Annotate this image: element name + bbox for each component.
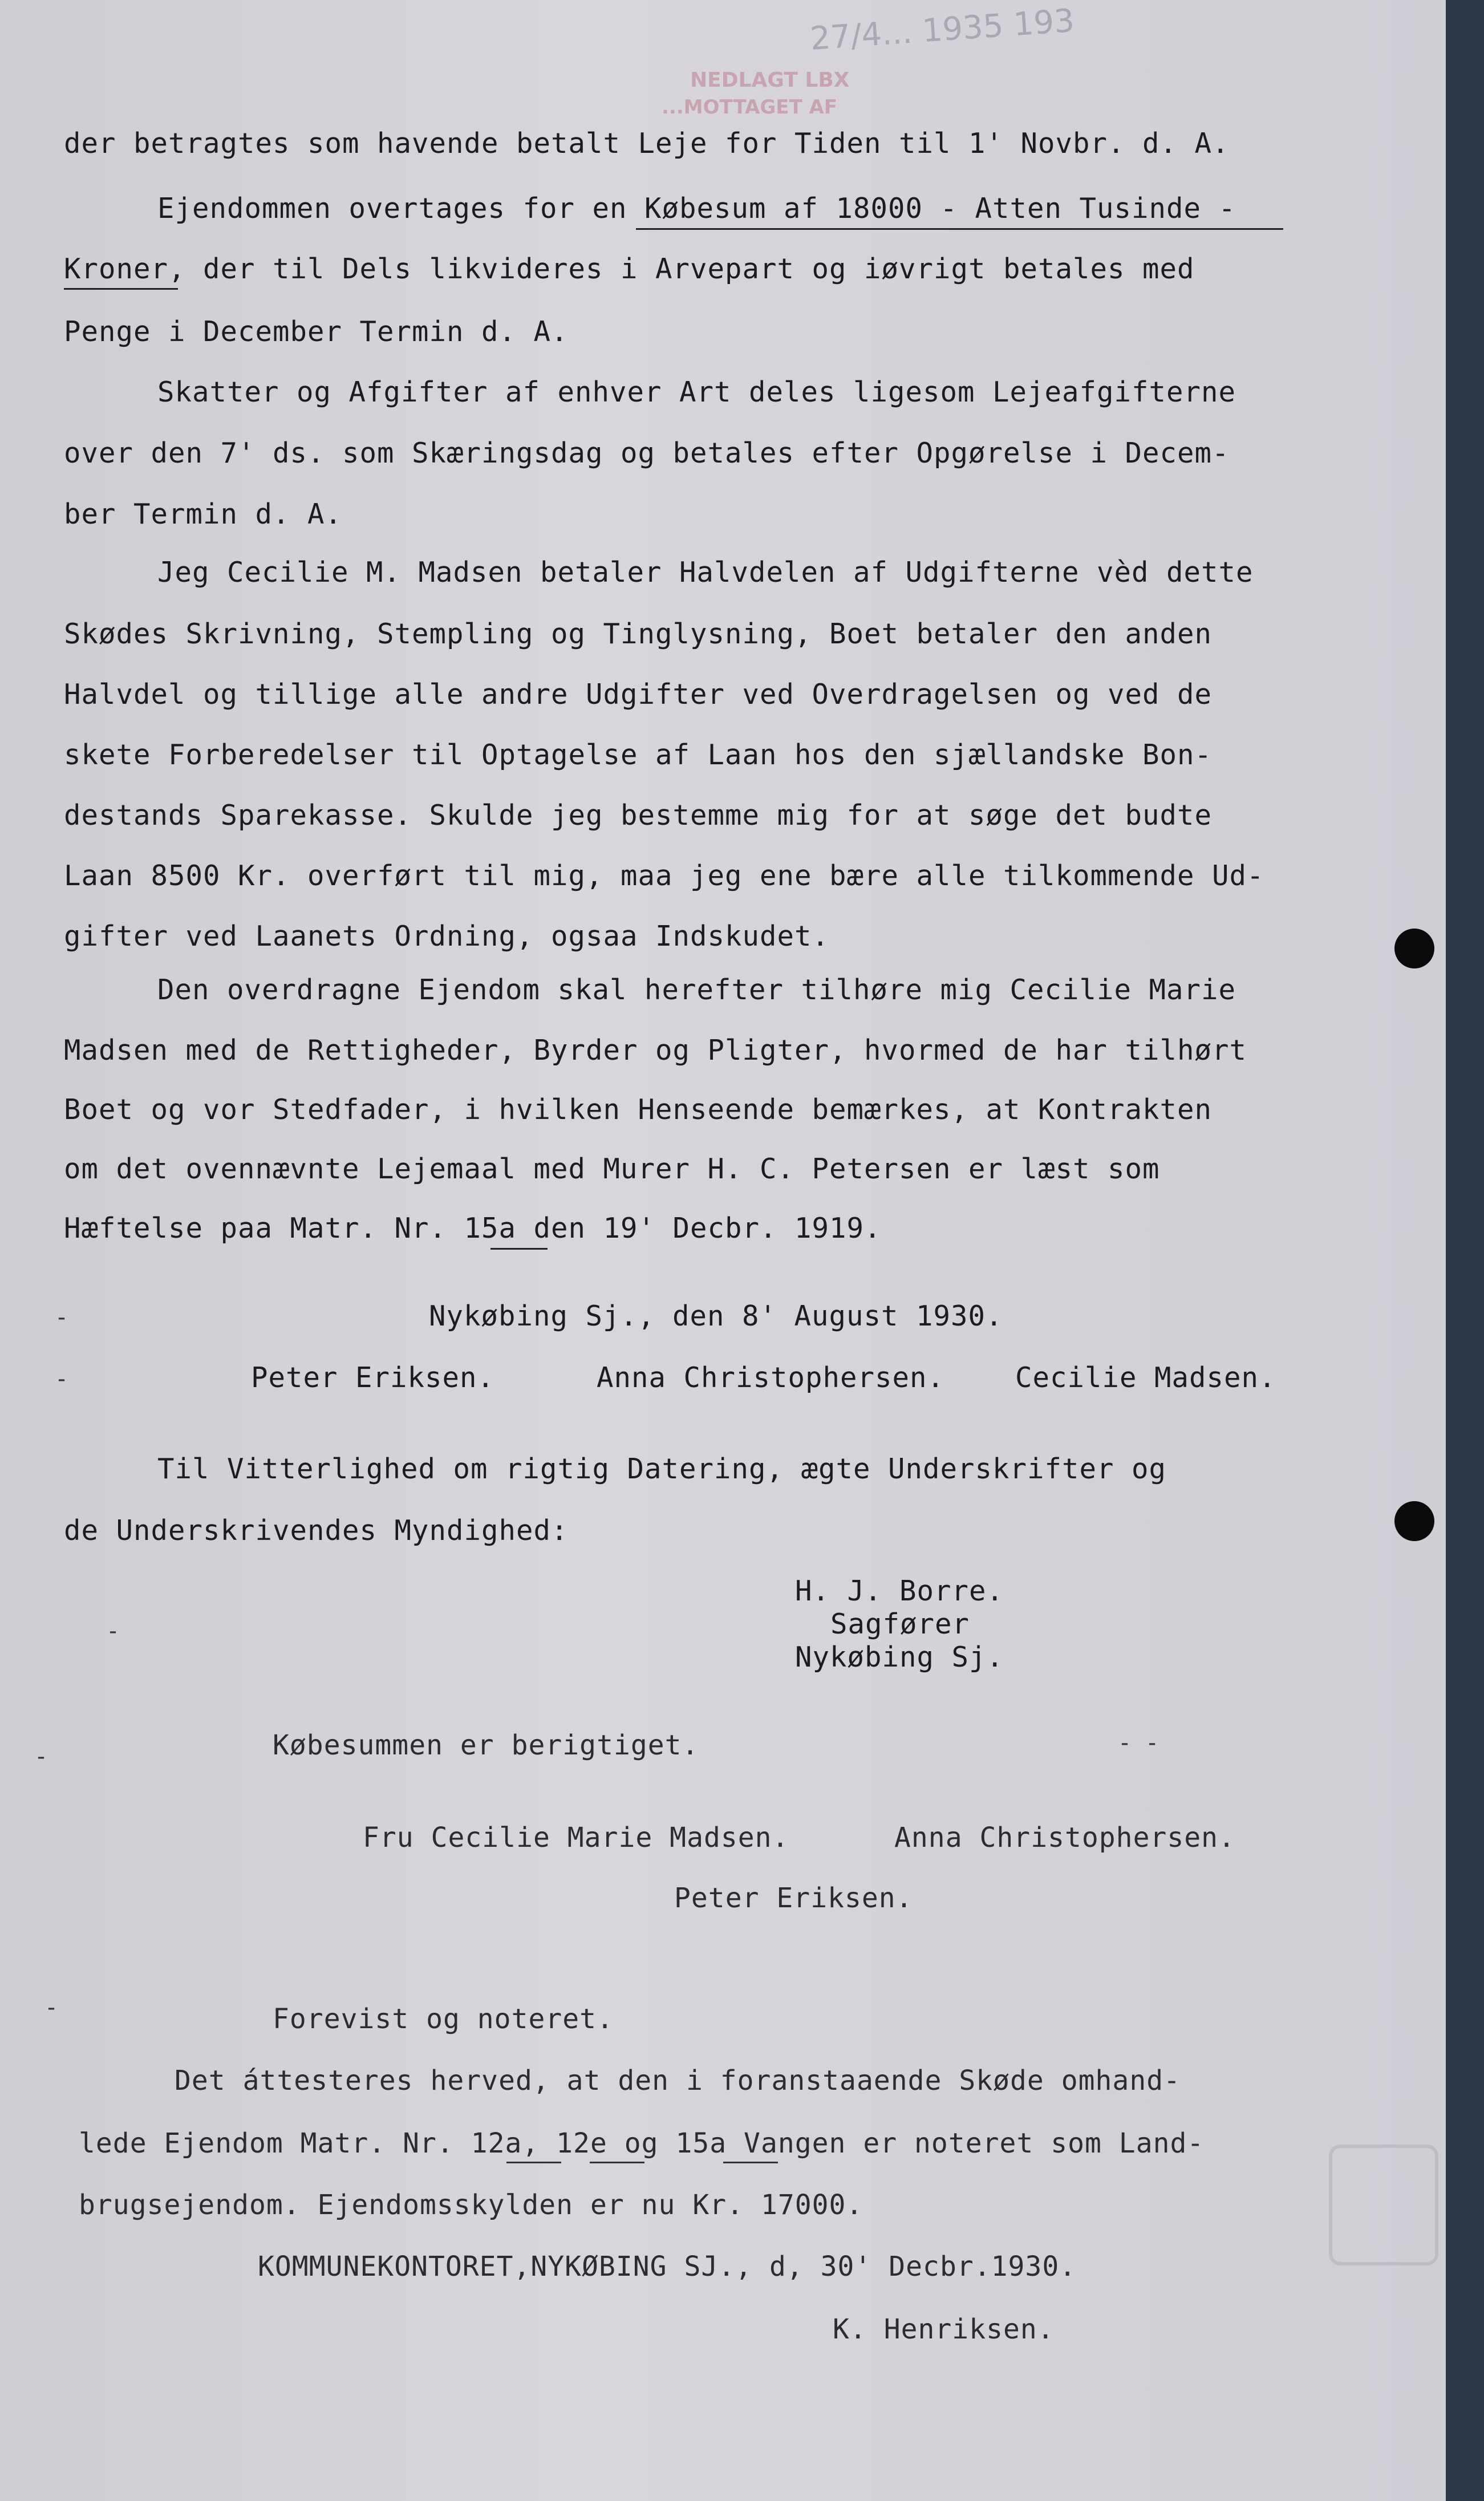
- body-line-19: Hæftelse paa Matr. Nr. 15a den 19' Decbr. 1919.: [64, 1212, 882, 1245]
- body-line-5: Skatter og Afgifter af enhver Art deles ligesom Lejeafgifterne: [157, 376, 1236, 408]
- lawyer-name: H. J. Borre.: [795, 1575, 1004, 1607]
- body-line-9: Skødes Skrivning, Stempling og Tinglysning, Boet betaler den anden: [64, 618, 1213, 650]
- place-date: Nykøbing Sj., den 8' August 1930.: [429, 1300, 1003, 1332]
- margin-dash-4: -: [34, 1744, 48, 1770]
- header-stamp-line-2: ...MOTTAGET AF: [662, 96, 838, 119]
- signature-anna-christophersen: Anna Christophersen.: [597, 1361, 945, 1394]
- body-line-1: der betragtes som havende betalt Leje for Tiden til 1' Novbr. d. A.: [64, 127, 1230, 160]
- office-line: KOMMUNEKONTORET,NYKØBING SJ., d, 30' Decbr.1930.: [258, 2251, 1077, 2283]
- body-line-13: Laan 8500 Kr. overført til mig, maa jeg ene bære alle tilkommende Ud-: [64, 860, 1264, 892]
- final-signature: K. Henriksen.: [833, 2313, 1055, 2345]
- confirm-signature-peter: Peter Eriksen.: [674, 1882, 913, 1914]
- scan-background-edge: [1446, 0, 1484, 2501]
- underline-kroner: [64, 288, 178, 290]
- body-line-4: Penge i December Termin d. A.: [64, 315, 569, 348]
- body-line-16: Madsen med de Rettigheder, Byrder og Pligter, hvormed de har tilhørt: [64, 1034, 1247, 1067]
- margin-dash-6: - -: [1118, 1730, 1159, 1756]
- margin-dash-1: -: [55, 1304, 69, 1331]
- underline-15a-first: [490, 1248, 548, 1250]
- margin-dash-2: -: [55, 1366, 69, 1392]
- body-line-18: om det ovennævnte Lejemaal med Murer H. C. Petersen er læst som: [64, 1153, 1160, 1185]
- body-line-11: skete Forberedelser til Optagelse af Laan hos den sjællandske Bon-: [64, 739, 1213, 771]
- underline-15a-second: [723, 2162, 778, 2163]
- signature-peter-eriksen: Peter Eriksen.: [251, 1361, 495, 1394]
- body-line-7: ber Termin d. A.: [64, 498, 343, 530]
- body-line-8: Jeg Cecilie M. Madsen betaler Halvdelen af Udgifterne vèd dette: [157, 556, 1254, 589]
- underline-kobesum: [636, 228, 1283, 230]
- witness-line-1: Til Vitterlighed om rigtig Datering, ægte Underskrifter og: [157, 1453, 1167, 1485]
- purchase-note: Købesummen er berigtiget.: [273, 1729, 699, 1761]
- attest-line-1: Det áttesteres herved, at den i foranstaaende Skøde omhand-: [175, 2065, 1181, 2097]
- lawyer-title: Sagfører: [830, 1608, 970, 1640]
- body-line-12: destands Sparekasse. Skulde jeg bestemme mig for at søge det budte: [64, 799, 1213, 832]
- body-line-14: gifter ved Laanets Ordning, ogsaa Indskudet.: [64, 920, 830, 952]
- underline-12a: [506, 2162, 561, 2163]
- header-stamp-line-1: NEDLAGT LBX: [690, 68, 850, 92]
- body-line-2-text: Ejendommen overtages for en Købesum af 18000 - Atten Tusinde -: [157, 192, 1236, 225]
- noted-line: Forevist og noteret.: [273, 2003, 614, 2035]
- bleed-through-mark: [1329, 2145, 1438, 2265]
- underline-12e: [590, 2162, 644, 2163]
- body-line-3: Kroner, der til Dels likvideres i Arvepart og iøvrigt betales med: [64, 253, 1195, 285]
- punch-hole-bottom: [1394, 1501, 1434, 1541]
- margin-dash-5: -: [44, 1995, 59, 2021]
- witness-line-2: de Underskrivendes Myndighed:: [64, 1514, 569, 1547]
- body-line-17: Boet og vor Stedfader, i hvilken Henseende bemærkes, at Kontrakten: [64, 1093, 1213, 1126]
- confirm-signature-anna: Anna Christophersen.: [894, 1822, 1235, 1854]
- punch-hole-top: [1394, 929, 1434, 968]
- lawyer-city: Nykøbing Sj.: [795, 1641, 1004, 1673]
- margin-dash-3: -: [106, 1618, 120, 1644]
- corner-pencil-mark: 27/4... 1935 193: [809, 2, 1076, 58]
- attest-line-3: brugsejendom. Ejendomsskylden er nu Kr. 17000.: [79, 2189, 863, 2221]
- confirm-signature-cecilie: Fru Cecilie Marie Madsen.: [363, 1822, 789, 1854]
- body-line-15: Den overdragne Ejendom skal herefter tilhøre mig Cecilie Marie: [157, 974, 1236, 1006]
- attest-line-2: lede Ejendom Matr. Nr. 12a, 12e og 15a Vangen er noteret som Land-: [79, 2127, 1205, 2159]
- signature-cecilie-madsen: Cecilie Madsen.: [1015, 1361, 1276, 1394]
- body-line-10: Halvdel og tillige alle andre Udgifter ved Overdragelsen og ved de: [64, 678, 1213, 711]
- body-line-2: [157, 192, 1236, 226]
- body-line-6: over den 7' ds. som Skæringsdag og betales efter Opgørelse i Decem-: [64, 437, 1230, 469]
